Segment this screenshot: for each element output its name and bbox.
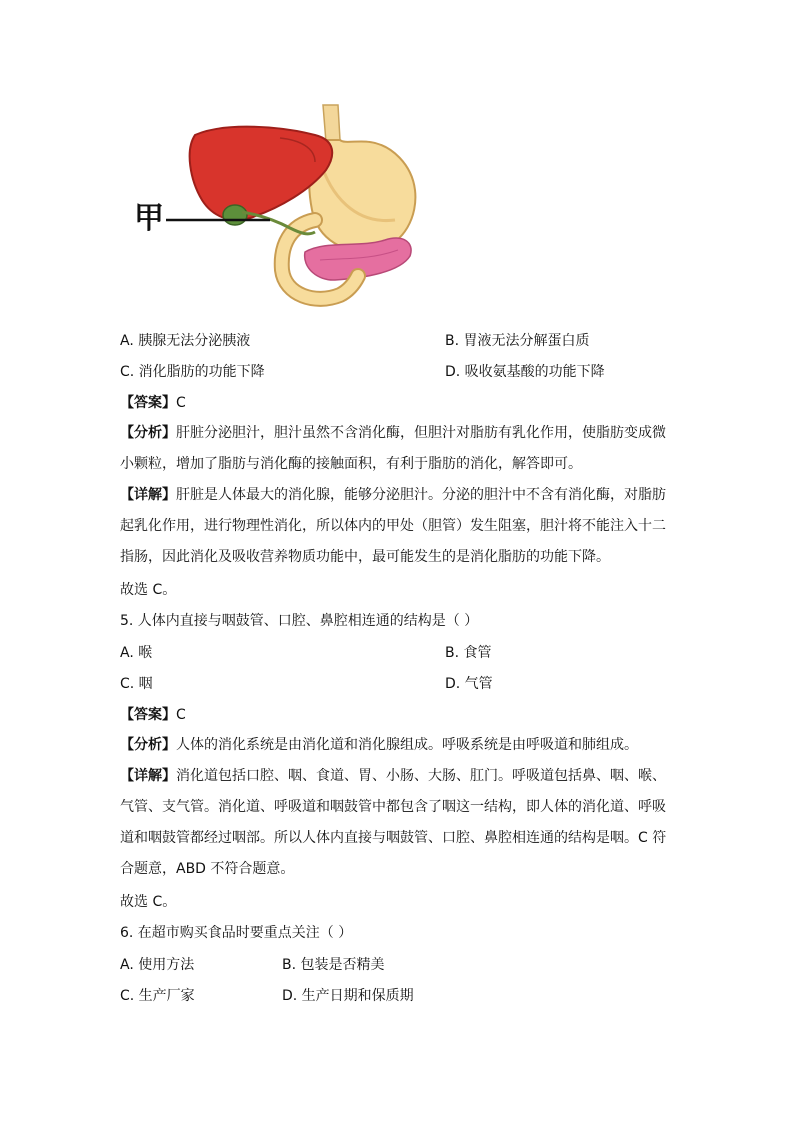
q6-option-a: A. 使用方法 [120, 957, 195, 973]
q4-detail [120, 480, 672, 573]
q5-conclusion: 故选 C。 [120, 894, 177, 910]
q6-option-d: D. 生产日期和保质期 [282, 988, 414, 1004]
q5-option-d: D. 气管 [445, 676, 493, 692]
q4-option-c: C. 消化脂肪的功能下降 [120, 364, 265, 380]
detail-text: 肝脏是人体最大的消化腺，能够分泌胆汁。分泌的胆汁中不含有消化酶，对脂肪起乳化作用，进行物理性消化，所以体内的甲处（胆管）发生阻塞，胆汁将不能注入十二指肠，因此消化及吸收营养物质功能中，最可能发生的是消化脂肪的功能下降。 [120, 487, 666, 565]
detail-text: 消化道包括口腔、咽、食道、胃、小肠、大肠、肛门。呼吸道包括鼻、咽、喉、气管、支气管。消化道、呼吸道和咽鼓管中都包含了咽这一结构，即人体的消化道、呼吸道和咽鼓管都经过咽部。所以人体内直接与咽鼓管、口腔、鼻腔相连通的结构是咽。C 符合题意，ABD 不符合题意。 [120, 768, 667, 877]
answer-tag: 【答案】 [120, 395, 176, 411]
analysis-text: 人体的消化系统是由消化道和消化腺组成。呼吸系统是由呼吸道和肺组成。 [176, 737, 638, 753]
answer-value: C [176, 395, 186, 411]
analysis-text: 肝脏分泌胆汁，胆汁虽然不含消化酶，但胆汁对脂肪有乳化作用，使脂肪变成微小颗粒，增加了脂肪与消化酶的接触面积，有利于脂肪的消化，解答即可。 [120, 425, 666, 472]
q6-stem: 6. 在超市购买食品时要重点关注（ ） [120, 925, 353, 941]
q5-answer [120, 705, 186, 725]
q5-option-b: B. 食管 [445, 645, 492, 661]
liver-stomach-pancreas-illustration [130, 100, 430, 310]
analysis-tag: 【分析】 [120, 737, 176, 753]
detail-tag: 【详解】 [120, 768, 176, 784]
figure-label-jia: 甲 [134, 201, 164, 236]
q4-option-b: B. 胃液无法分解蛋白质 [445, 333, 590, 349]
q4-option-a: A. 胰腺无法分泌胰液 [120, 333, 251, 349]
q6-option-b: B. 包装是否精美 [282, 957, 385, 973]
analysis-tag: 【分析】 [120, 425, 176, 441]
answer-value: C [176, 707, 186, 723]
q4-answer [120, 393, 186, 413]
q4-option-d: D. 吸收氨基酸的功能下降 [445, 364, 605, 380]
q6-option-c: C. 生产厂家 [120, 988, 195, 1004]
digestive-system-figure [130, 100, 430, 310]
q5-analysis [120, 730, 672, 761]
q5-option-c: C. 咽 [120, 676, 153, 692]
answer-tag: 【答案】 [120, 707, 176, 723]
q5-option-a: A. 喉 [120, 645, 153, 661]
detail-tag: 【详解】 [120, 487, 176, 503]
q5-stem: 5. 人体内直接与咽鼓管、口腔、鼻腔相连通的结构是（ ） [120, 613, 479, 629]
q4-conclusion: 故选 C。 [120, 582, 177, 598]
q4-analysis [120, 418, 672, 480]
q5-detail [120, 761, 672, 885]
